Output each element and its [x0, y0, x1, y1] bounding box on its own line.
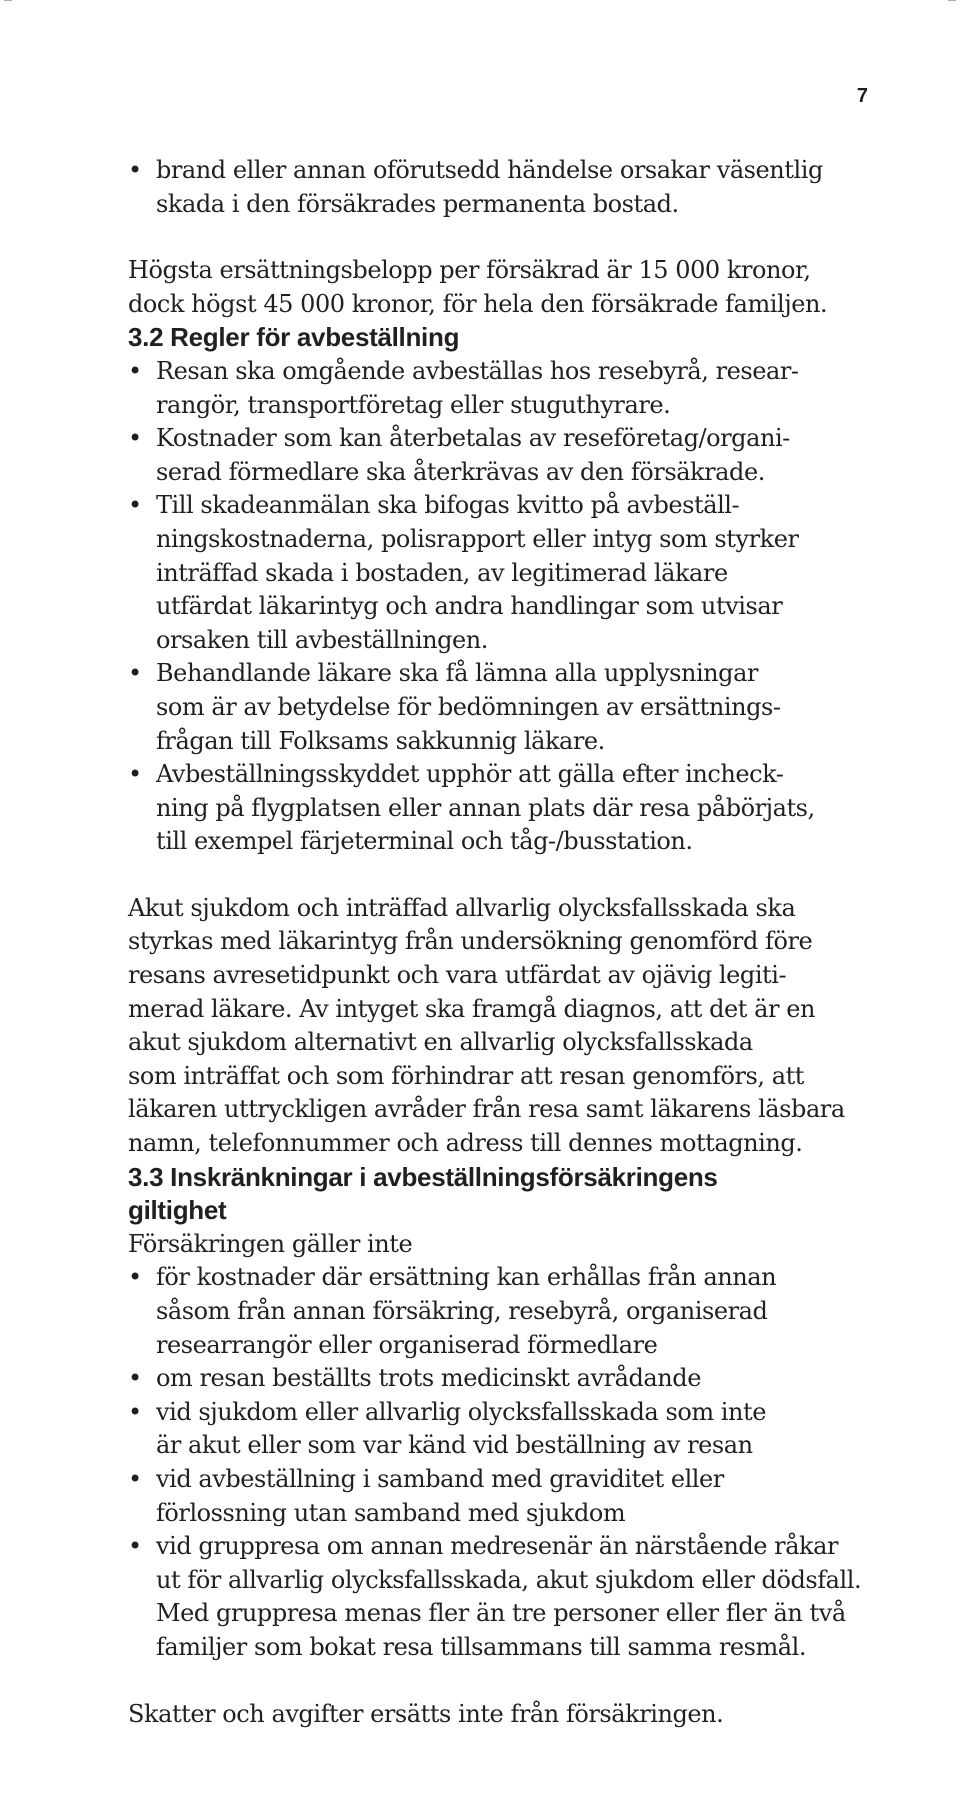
bullet-item	[128, 1362, 840, 1396]
bullet-text-line: Med gruppresa menas fler än tre personer eller fler än två	[156, 1599, 846, 1628]
text-line: resans avresetidpunkt och vara utfärdat av ojävig legiti-	[128, 961, 787, 990]
bullet-text-line: utfärdat läkarintyg och andra handlingar som utvisar	[156, 592, 783, 621]
bullet-text-line: förlossning utan samband med sjukdom	[156, 1498, 626, 1527]
text-line: dock högst 45 000 kronor, för hela den försäkrade familjen.	[128, 289, 828, 318]
bullet-text-line: • vid gruppresa om annan medresenär än närstående råkar	[156, 1532, 839, 1561]
bullet-text-line: orsaken till avbeställningen.	[156, 625, 488, 654]
medical-certificate-paragraph	[128, 892, 845, 1161]
text-line: läkaren uttryckligen avråder från resa samt läkarens läsbara	[128, 1095, 845, 1124]
bullet-text-line: är akut eller som var känd vid beställning av resan	[156, 1431, 753, 1460]
max-amount-paragraph	[128, 254, 840, 321]
bullet-text-line: frågan till Folksams sakkunnig läkare.	[156, 726, 605, 755]
bullet-item	[128, 1530, 862, 1664]
section-3-2-bullet-list	[128, 355, 840, 859]
bullet-text-line: • vid sjukdom eller allvarlig olycksfallsskada som inte	[156, 1397, 766, 1426]
text-line: Akut sjukdom och inträffad allvarlig olycksfallsskada ska	[128, 893, 796, 922]
bullet-text-line: ut för allvarlig olycksfallsskada, akut sjukdom eller dödsfall.	[156, 1565, 862, 1594]
bullet-text-line: serad förmedlare ska återkrävas av den försäkrade.	[156, 457, 765, 486]
section-3-2-heading: 3.2 Regler för avbeställning	[128, 322, 460, 353]
bullet-text-line: ning på flygplatsen eller annan plats där resa påbörjats,	[156, 793, 815, 822]
text-line: giltighet	[128, 1195, 227, 1226]
text-line: styrkas med läkarintyg från undersökning genomförd före	[128, 927, 813, 956]
bullet-item	[128, 1463, 840, 1530]
bullet-text-line: • om resan beställts trots medicinskt avrådande	[156, 1364, 701, 1393]
bullet-text-line: rangör, transportföretag eller stuguthyrare.	[156, 390, 671, 419]
page-number: 7	[856, 85, 868, 107]
crop-mark-right	[948, 0, 956, 1]
bullet-text-line: till exempel färjeterminal och tåg-/busstation.	[156, 827, 693, 856]
section-3-3-intro: Försäkringen gäller inte	[128, 1229, 413, 1258]
text-line: akut sjukdom alternativt en allvarlig olycksfallsskada	[128, 1028, 753, 1057]
text-line: merad läkare. Av intyget ska framgå diagnos, att det är en	[128, 994, 815, 1023]
bullet-text-line: researrangör eller organiserad förmedlare	[156, 1330, 658, 1359]
bullet-text-line: • brand eller annan oförutsedd händelse orsakar väsentlig	[156, 156, 823, 184]
bullet-text-line: skada i den försäkrades permanenta bostad.	[156, 189, 679, 218]
bullet-text-line: som är av betydelse för bedömningen av ersättnings-	[156, 692, 781, 721]
text-line: Högsta ersättningsbelopp per försäkrad är 15 000 kronor,	[128, 256, 811, 285]
text-line: 3.3 Inskränkningar i avbeställningsförsäkringens	[128, 1161, 718, 1192]
taxes-note: Skatter och avgifter ersätts inte från försäkringen.	[128, 1699, 724, 1728]
bullet-text-line: såsom från annan försäkring, resebyrå, organiserad	[156, 1297, 768, 1325]
bullet-text-line: • för kostnader där ersättning kan erhållas från annan	[156, 1263, 777, 1292]
bullet-text-line: • Behandlande läkare ska få lämna alla upplysningar	[156, 659, 758, 688]
bullet-text-line: • Till skadeanmälan ska bifogas kvitto på avbeställ-	[156, 491, 740, 520]
bullet-text-line: • Kostnader som kan återbetalas av reseföretag/organi-	[156, 424, 790, 453]
page-body	[128, 154, 862, 1731]
text-line: namn, telefonnummer och adress till dennes mottagning.	[128, 1129, 803, 1158]
bullet-text-line: • vid avbeställning i samband med graviditet eller	[156, 1464, 724, 1493]
bullet-text-line: familjer som bokat resa tillsammans till samma resmål.	[156, 1632, 807, 1661]
bullet-item	[128, 758, 840, 859]
section-3-3-heading	[128, 1161, 840, 1228]
bullet-text-line: inträffad skada i bostaden, av legitimerad läkare	[156, 558, 728, 587]
bullet-item	[128, 154, 840, 221]
section-3-3-bullet-list	[128, 1261, 862, 1664]
bullet-item	[128, 355, 840, 422]
bullet-item	[128, 1261, 840, 1362]
bullet-text-line: ningskostnaderna, polisrapport eller intyg som styrker	[156, 524, 799, 553]
text-line: som inträffat och som förhindrar att resan genomförs, att	[128, 1061, 804, 1090]
intro-bullet-list	[128, 154, 840, 221]
bullet-item	[128, 422, 840, 489]
bullet-item	[128, 657, 840, 758]
bullet-text-line: • Avbeställningsskyddet upphör att gälla efter incheck-	[156, 760, 784, 789]
bullet-item	[128, 489, 840, 657]
bullet-item	[128, 1396, 840, 1463]
crop-mark-left	[4, 0, 12, 1]
bullet-text-line: • Resan ska omgående avbeställas hos resebyrå, resear-	[156, 356, 799, 385]
